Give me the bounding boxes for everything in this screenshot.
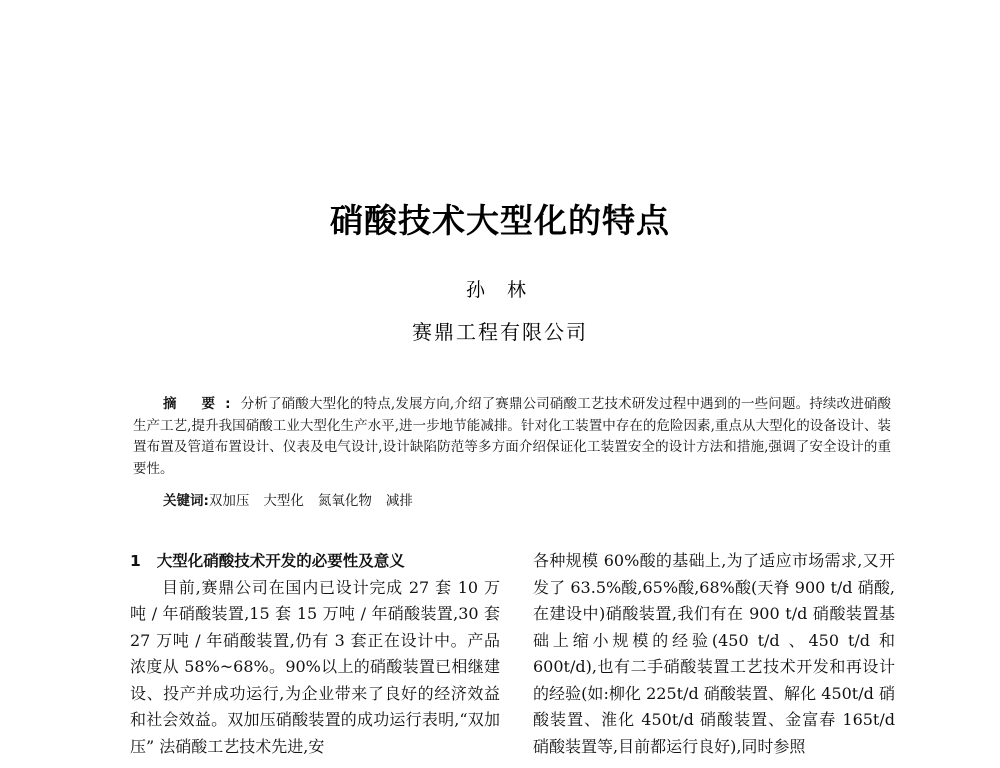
body-paragraph: 各种规模 60%酸的基础上,为了适应市场需求,又开发了 63.5%酸,65%酸,68%酸(天脊 900 t/d 硝酸,在建设中)硝酸装置,我们有在 900 t/d 硝酸装置基础上缩小规模的经验(450 t/d 、450 t/d 和 600t/d),也有二手硝酸装置工艺技术开发和再设计的经验(如:柳化 225t/d 硝酸装置、解化 450t/d 硝酸装置、淮化 450t/d 硝酸装置、金富春 165t/d 硝酸装置等,目前都运行良好),同时参照 bbox=[533, 551, 895, 756]
section-title: 大型化硝酸技术开发的必要性及意义 bbox=[156, 552, 405, 570]
keyword: 氮氧化物 bbox=[317, 493, 372, 509]
abstract-text: 分析了硝酸大型化的特点,发展方向,介绍了赛鼎公司硝酸工艺技术研发过程中遇到的一些问题。持续改进硝酸生产工艺,提升我国硝酸工业大型化生产水平,进一步地节能减排。针对化工装置中存在的危险因素,重点从大型化的设备设计、装置布置及管道布置设计、仪表及电气设计,设计缺陷防范等多方面介绍保证化工装置安全的设计方法和措施,强调了安全设计的重要性。 bbox=[133, 396, 891, 477]
body-paragraph: 目前,赛鼎公司在国内已设计完成 27 套 10 万吨 / 年硝酸装置,15 套 15 万吨 / 年硝酸装置,30 套 27 万吨 / 年硝酸装置,仍有 3 套正在设计中。产品浓度从 58%~68%。90%以上的硝酸装置已相继建设、投产并成功运行,为企业带来了良好的经济效益和社会效益。双加压硝酸装置的成功运行表明,“双加压” 法硝酸工艺技术先进,安 bbox=[130, 577, 500, 756]
body-column-right bbox=[533, 548, 895, 760]
abstract-label: 摘 要: bbox=[163, 396, 241, 412]
article-title: 硝酸技术大型化的特点 bbox=[330, 201, 670, 240]
body-column-left bbox=[130, 548, 500, 760]
keywords-label: 关键词: bbox=[163, 493, 209, 509]
section-heading bbox=[130, 548, 500, 575]
section-number: 1 bbox=[130, 552, 141, 570]
article-author: 孙 林 bbox=[465, 279, 535, 301]
abstract-block bbox=[133, 394, 891, 480]
keyword: 大型化 bbox=[263, 493, 304, 509]
article-affiliation: 赛鼎工程有限公司 bbox=[412, 320, 588, 344]
keywords-block bbox=[163, 491, 863, 512]
keyword: 减排 bbox=[385, 493, 413, 509]
keyword: 双加压 bbox=[208, 493, 250, 509]
